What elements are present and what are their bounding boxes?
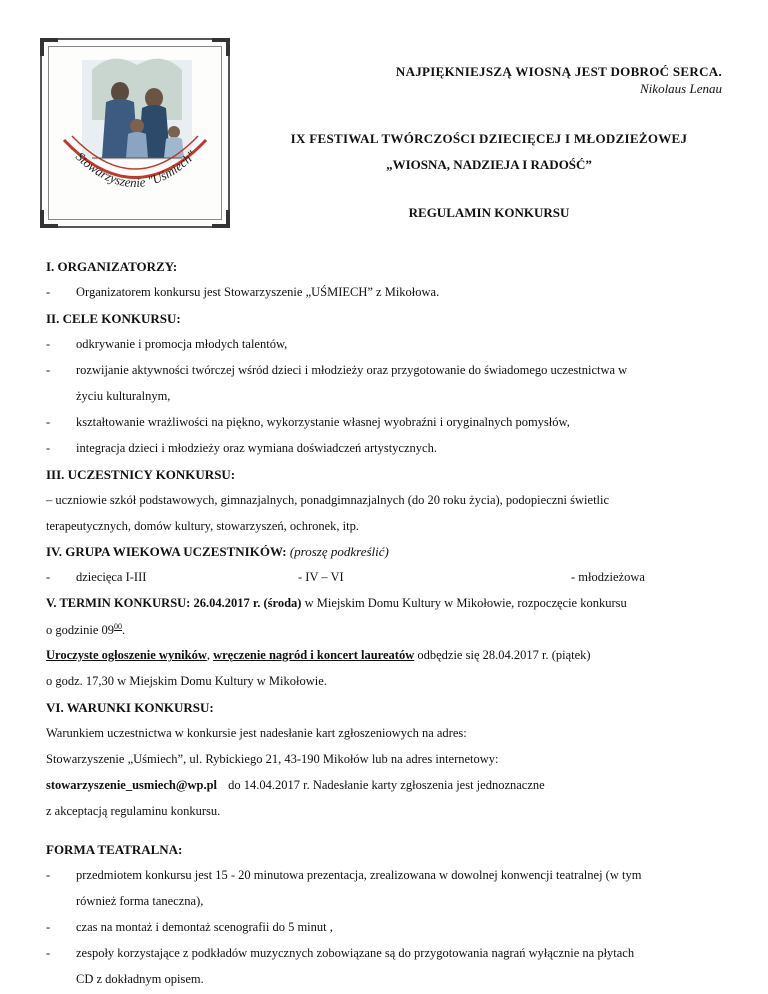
bullet: - (46, 337, 51, 351)
participants-line: – uczniowie szkół podstawowych, gimnazjalnych, ponadgimnazjalnych (do 20 roku życia), podopieczni świetlic (46, 493, 610, 507)
theatre-rule-continuation: również forma taneczna), (76, 894, 204, 908)
bullet: - (46, 285, 51, 299)
bullet: - (46, 441, 51, 455)
results-time-line: o godz. 17,30 w Miejskim Domu Kultury w Mikołowie. (46, 674, 327, 688)
organizers-item: Organizatorem konkursu jest Stowarzyszenie „UŚMIECH” z Mikołowa. (76, 285, 440, 299)
age-group-option-youth[interactable]: - młodzieżowa (571, 570, 645, 584)
goal-item: integracja dzieci i młodzieży oraz wymiana doświadczeń artystycznych. (76, 441, 437, 455)
bullet: - (46, 363, 51, 377)
section-age-group-heading (46, 544, 389, 560)
age-group-option-4-6[interactable]: - IV – VI (298, 570, 344, 584)
theatre-rule-item: czas na montaż i demontaż scenografii do 5 minut , (76, 920, 333, 934)
bullet: - (46, 570, 51, 584)
theatre-rule-item: zespoły korzystające z podkładów muzycznych zobowiązane są do przygotowania nagrań wyłącznie na płytach (76, 946, 635, 960)
regulations-title: REGULAMIN KONKURSU (408, 205, 570, 220)
section-conditions-heading: VI. WARUNKI KONKURSU: (46, 700, 214, 715)
goal-item: rozwijanie aktywności twórczej wśród dzieci i młodzieży oraz przygotowanie do świadomego uczestnictwa w (76, 363, 628, 377)
goal-item: kształtowanie wrażliwości na piękno, wykorzystanie własnej wyobraźni i oryginalnych pomysłów, (76, 415, 570, 429)
motto-author: Nikolaus Lenau (640, 81, 722, 96)
bullet: - (46, 920, 51, 934)
email-address[interactable]: stowarzyszenie_usmiech@wp.pl (46, 778, 217, 792)
postal-address-line: Stowarzyszenie „Uśmiech”, ul. Rybickiego 21, 43-190 Mikołów lub na adres internetowy: (46, 752, 499, 766)
conditions-line: Warunkiem uczestnictwa w konkursie jest nadesłanie kart zgłoszeniowych na adres: (46, 726, 467, 740)
goal-item-continuation: życiu kulturalnym, (76, 389, 171, 403)
age-group-note: (proszę podkreślić) (289, 544, 389, 559)
start-time-line: o godzinie $09^{00}$. (46, 622, 126, 638)
bullet: - (46, 946, 51, 960)
motto: NAJPIĘKNIEJSZĄ WIOSNĄ JEST DOBROĆ SERCA. (395, 64, 722, 79)
goal-item: odkrywanie i promocja młodych talentów, (76, 337, 288, 351)
festival-subtitle: „WIOSNA, NADZIEJA I RADOŚĆ” (386, 157, 592, 172)
age-group-heading-text: IV. GRUPA WIEKOWA UCZESTNIKÓW: (46, 544, 287, 559)
section-participants-heading: III. UCZESTNICY KONKURSU: (46, 467, 236, 482)
section-theatre-form-heading: FORMA TEATRALNA: (46, 842, 183, 857)
bullet: - (46, 415, 51, 429)
theatre-rule-continuation: CD z dokładnym opisem. (76, 972, 204, 986)
logo-text: Stowarzyszenie "Uśmiech" (72, 147, 199, 191)
email-deadline-line: stowarzyszenie_usmiech@wp.pl do 14.04.2017 r. Nadesłanie karty zgłoszenia jest jednoznaczne (46, 778, 545, 792)
conditions-line: z akceptacją regulaminu konkursu. (46, 804, 221, 818)
competition-date-line: V. TERMIN KONKURSU: 26.04.2017 r. (środa) w Miejskim Domu Kultury w Mikołowie, rozpoczęcie konkursu (46, 596, 627, 610)
age-group-option-children[interactable]: dziecięca I-III (76, 570, 147, 584)
section-organizers-heading: I. ORGANIZATORZY: (46, 259, 178, 274)
section-date-heading: V. TERMIN KONKURSU: 26.04.2017 r. (środa) (46, 596, 302, 610)
results-announcement-line: Uroczyste ogłoszenie wyników, wręczenie nagród i koncert laureatów odbędzie się 28.04.2017 r. (piątek) (46, 648, 591, 662)
section-goals-heading: II. CELE KONKURSU: (46, 311, 181, 326)
participants-line: terapeutycznych, domów kultury, stowarzyszeń, ochronek, itp. (46, 519, 359, 533)
theatre-rule-item: przedmiotem konkursu jest 15 - 20 minutowa prezentacja, zrealizowana w dowolnej konwencji teatralnej (w tym (76, 868, 642, 882)
bullet: - (46, 868, 51, 882)
festival-title: IX FESTIWAL TWÓRCZOŚCI DZIECIĘCEJ I MŁODZIEŻOWEJ (290, 131, 688, 146)
